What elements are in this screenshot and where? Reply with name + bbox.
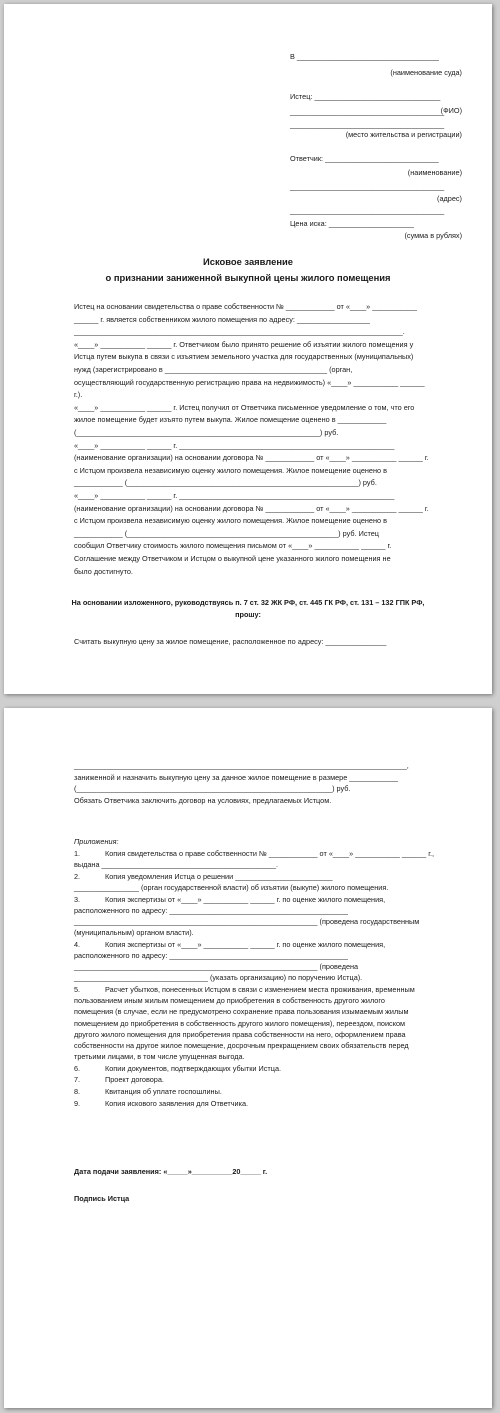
attachment-number: 5. — [74, 985, 81, 994]
attachment-text: Расчет убытков, понесенных Истцом в связи с изменением места проживания, временным — [105, 985, 415, 994]
body-line: (_______________________________________________________________) руб. — [74, 784, 351, 794]
attachment-number: 3. — [74, 894, 81, 904]
addr-caption: (адрес) — [437, 194, 462, 203]
attachment-number: 8. — [74, 1087, 81, 1096]
body-line: (наименование организации) на основании договора № ____________ от «____» ___________ ______ г. — [74, 503, 429, 513]
attachment-text: Копия свидетельства о праве собственности № ____________ от «____» ___________ ______ г., — [105, 849, 435, 858]
body-line: Истец на основании свидетельства о праве собственности № ____________ от «____» ___________ — [74, 302, 417, 311]
attachment-text: Копия искового заявления для Ответчика. — [105, 1098, 249, 1108]
body-line: (____________________________________________________________) руб. — [74, 428, 339, 437]
body-line: Истца путем выкупа в связи с изъятием земельного участка для государственных (муниципальных) — [74, 352, 414, 362]
body-line: нужд (зарегистрировано в ________________________________________ (орган, — [74, 365, 353, 374]
address-caption: (место жительства и регистрации) — [345, 130, 462, 139]
filing-date-line: Дата подачи заявления: «_____»__________20_____ г. — [74, 1167, 268, 1176]
body-line: (наименование организации) на основании договора № ____________ от «____» ___________ ______ г. — [74, 453, 429, 463]
document-page-1 — [4, 4, 492, 694]
body-line: ____________ (_________________________________________________________) руб. — [74, 478, 377, 488]
attachment-text: Копия уведомления Истца о решении ________________________ — [105, 871, 333, 881]
document-title: Исковое заявление — [203, 256, 293, 267]
claim-price-line: Цена иска: _____________________ — [290, 219, 414, 228]
rubles-caption: (сумма в рублях) — [404, 231, 462, 240]
body-line: «____» ___________ ______ г. Истец получил от Ответчика письменное уведомление о том, что его — [74, 402, 415, 412]
attachment-text: Копия экспертизы от «____» ___________ ______ г. по оценке жилого помещения, — [105, 894, 386, 904]
body-line: __________________________________________________________________________________, — [74, 761, 409, 770]
signature-line: Подпись Истца — [74, 1194, 130, 1203]
blank-line: ______________________________________ — [290, 182, 445, 191]
body-line: Соглашение между Ответчиком и Истцом о выкупной цене указанного жилого помещения не — [74, 554, 391, 563]
attachment-text: выдана ___________________________________________. — [74, 860, 279, 870]
body-line: осуществляющий государственную регистрацию права на недвижимость) «____» ___________ ______ — [74, 377, 425, 387]
body-line: сообщил Ответчику стоимость жилого помещения письмом от «____» ___________ ______ г. — [74, 541, 392, 551]
attachment-text: расположенного по адресу: ____________________________________________ — [74, 905, 348, 915]
request-word: прошу: — [235, 610, 261, 619]
court-line: В ___________________________________ — [290, 52, 439, 61]
attachment-text: Копии документов, подтверждающих убытки Истца. — [105, 1063, 282, 1073]
attachment-number: 6. — [74, 1063, 81, 1073]
attachment-text: Квитанция об уплате госпошлины. — [105, 1087, 222, 1096]
body-line: с Истцом произвела независимую оценку жилого помещения. Жилое помещение оценено в — [74, 465, 387, 475]
body-line: «____» ___________ ______ г. _____________________________________________________ — [74, 440, 395, 450]
attachment-text: пользованием иным жилым помещением до приобретения в собственность другого жилого — [74, 996, 385, 1006]
attachment-text: другого жилого помещения для приобретения права собственности на него, оформлением права — [74, 1029, 406, 1039]
body-line: «____» ___________ ______ г. Ответчиком было принято решение об изъятии жилого помещения у — [74, 339, 414, 349]
court-caption: (наименование суда) — [390, 68, 462, 77]
body-line: г.). — [74, 390, 83, 400]
attachment-number: 9. — [74, 1098, 81, 1108]
body-line: жилое помещение будет изъято путем выкупа. Жилое помещение оценено в ____________ — [74, 415, 387, 425]
attachment-number: 2. — [74, 871, 81, 881]
body-line: заниженной и назначить выкупную цену за данное жилое помещение в размере ____________ — [74, 772, 398, 782]
attachment-text: помещения (в случае, если не предусмотрено сохранение права пользования изымаемым жилым — [74, 1007, 409, 1017]
legal-basis-line: На основании изложенного, руководствуясь п. 7 ст. 32 ЖК РФ, ст. 445 ГК РФ, ст. 131 – 132 ГПК РФ, — [71, 598, 425, 607]
blank-line: ______________________________________ — [290, 120, 445, 129]
attachment-number: 4. — [74, 939, 81, 949]
blank-line: ______________________________________ — [290, 206, 445, 215]
attachment-text: ____________________________________________________________ (проведена — [74, 962, 359, 972]
plaintiff-line: Истец: _______________________________ — [290, 92, 441, 101]
body-line: Обязать Ответчика заключить договор на условиях, предлагаемых Истцом. — [74, 795, 332, 805]
attachment-text: Копия экспертизы от «____» ___________ ______ г. по оценке жилого помещения, — [105, 939, 386, 949]
name-caption: (наименование) — [407, 168, 462, 177]
body-line: «____» ___________ ______ г. _____________________________________________________ — [74, 491, 395, 500]
attachment-text: (муниципальным) органом власти). — [74, 928, 194, 938]
attachment-text: ________________ (орган государственной власти) об изъятии (выкупе) жилого помещения. — [74, 883, 389, 892]
fio-caption: (ФИО) — [440, 106, 462, 115]
attachment-text: ____________________________________________________________ (проведена государственным — [74, 917, 420, 926]
attachment-text: Проект договора. — [105, 1075, 164, 1085]
body-line: ______ г. является собственником жилого помещения по адресу: __________________ — [74, 314, 370, 324]
attachment-number: 7. — [74, 1075, 81, 1085]
document-page-2 — [4, 708, 492, 1408]
body-line: _________________________________________________________________________________. — [74, 327, 405, 337]
body-line: ____________ (____________________________________________________) руб. Истец — [74, 528, 379, 538]
attachment-text: _________________________________ (указать организацию) по поручению Истца). — [74, 973, 363, 983]
attachment-number: 1. — [74, 849, 81, 858]
attachment-text: собственности на другое жилое помещение, досрочным прекращением своих обязательств перед — [74, 1041, 409, 1050]
attachment-text: помещением до приобретения в собственность другого жилого помещения), переездом, поиском — [74, 1018, 406, 1028]
request-line: Считать выкупную цену за жилое помещение, расположенное по адресу: _______________ — [74, 637, 387, 646]
attachment-text: третьими лицами, в том числе упущенная выгода. — [74, 1052, 245, 1062]
body-line: с Истцом произвела независимую оценку жилого помещения. Жилое помещение оценено в — [74, 516, 387, 526]
body-line: было достигнуто. — [74, 566, 133, 576]
attachment-text: расположенного по адресу: ____________________________________________ — [74, 951, 348, 960]
defendant-line: Ответчик: ____________________________ — [290, 154, 439, 163]
attachments-title: Приложения: — [74, 837, 119, 846]
blank-line: ______________________________________ — [290, 107, 445, 116]
document-subtitle: о признании заниженной выкупной цены жилого помещения — [105, 272, 391, 283]
